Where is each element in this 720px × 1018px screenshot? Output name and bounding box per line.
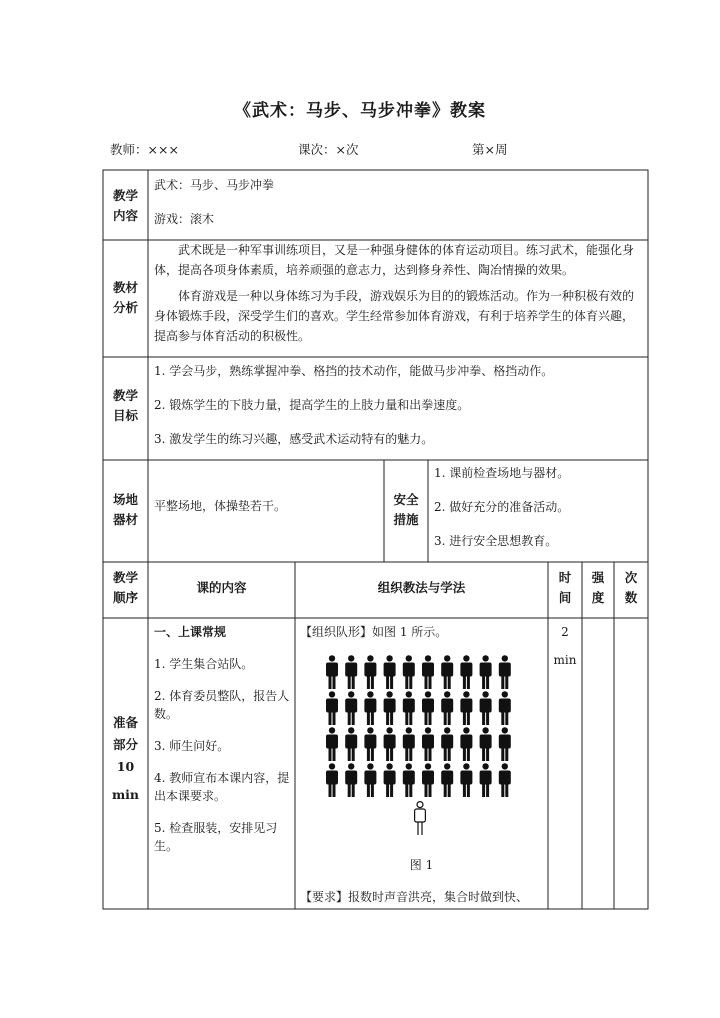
- prep-step: 5. 检查服装，安排见习生。: [154, 821, 278, 853]
- label-line: 次: [624, 570, 638, 585]
- student-icon: [422, 727, 434, 761]
- student-icon: [499, 763, 511, 797]
- venue-row-label: [103, 490, 148, 530]
- student-icon: [480, 691, 492, 725]
- label-line: 教学: [112, 570, 138, 585]
- student-icon: [345, 763, 357, 797]
- prep-section-label: [103, 712, 148, 806]
- week-label: 第×周: [472, 142, 508, 157]
- student-icon: [384, 763, 396, 797]
- content-row-body: [154, 176, 634, 228]
- order-header: [103, 568, 148, 608]
- label-line: 教学: [112, 388, 138, 403]
- student-icon: [480, 727, 492, 761]
- student-icon: [326, 655, 338, 689]
- student-icon: [326, 763, 338, 797]
- content-line-2: 游戏：滚木: [154, 212, 215, 226]
- label-line: 顺序: [112, 590, 138, 605]
- student-icon: [326, 727, 338, 761]
- figure-caption: 图 1: [409, 858, 434, 872]
- label-line: 间: [558, 590, 572, 605]
- analysis-paragraph-1: 武术既是一种军事训练项目，又是一种强身健体的体育运动项目。练习武术，能强化身体，提高各项身体素质，培养顽强的意志力，达到修身养性、陶冶情操的效果。: [154, 243, 635, 277]
- prep-section-title: 一、上课常规: [154, 625, 227, 639]
- label-line: 目标: [112, 408, 138, 423]
- student-icon: [480, 763, 492, 797]
- prep-time: [548, 623, 582, 669]
- student-icon: [364, 691, 376, 725]
- intensity-header: [582, 568, 614, 608]
- analysis-paragraph-2: 体育游戏是一种以身体练习为手段，游戏娱乐为目的的锻炼活动。作为一种积极有效的身体锻炼手段，深受学生们的喜欢。学生经常参加体育游戏，有利于培养学生的体育兴趣，提高参与体育活动的积极性。: [154, 289, 635, 343]
- student-icon: [441, 655, 453, 689]
- prep-step: 3. 师生问好。: [154, 739, 230, 753]
- label-line: 场地: [112, 492, 138, 507]
- student-icon: [480, 655, 492, 689]
- formation-figure: [325, 655, 521, 839]
- venue-text: 平整场地，体操垫若干。: [154, 499, 287, 513]
- goals-row-label: [103, 386, 148, 426]
- label-line: 数: [624, 590, 638, 605]
- student-icon: [499, 727, 511, 761]
- safety-label: [384, 490, 428, 530]
- student-icon: [384, 727, 396, 761]
- student-icon: [460, 691, 472, 725]
- student-icon: [499, 691, 511, 725]
- prep-step: 4. 教师宣布本课内容，提出本课要求。: [154, 771, 290, 803]
- prep-step: 1. 学生集合站队。: [154, 657, 254, 671]
- org-formation-label: 【组织队形】如图 1 所示。: [300, 625, 448, 639]
- student-icon: [422, 691, 434, 725]
- label-line: 教学: [112, 188, 138, 203]
- student-icon: [403, 655, 415, 689]
- student-icon: [384, 691, 396, 725]
- label-line: min: [111, 787, 140, 802]
- label-line: 分析: [112, 300, 138, 315]
- label-line: 强: [591, 570, 605, 585]
- prep-step: 2. 体育委员整队，报告人数。: [154, 689, 290, 721]
- safety-item: 2. 做好充分的准备活动。: [434, 500, 570, 514]
- time-value: 2: [561, 625, 569, 639]
- label-line: 部分: [112, 737, 138, 752]
- prep-content: [154, 623, 290, 855]
- label-line: 10: [116, 759, 135, 774]
- label-line: 措施: [393, 512, 419, 527]
- student-icon: [441, 691, 453, 725]
- student-icon: [460, 655, 472, 689]
- content-line-1: 武术：马步、马步冲拳: [154, 178, 275, 192]
- label-line: 准备: [112, 715, 138, 730]
- label-line: 时: [558, 570, 572, 585]
- goal-item: 1. 学会马步，熟练掌握冲拳、格挡的技术动作，能做马步冲拳、格挡动作。: [154, 364, 554, 378]
- lesson-number-label: 课次：×次: [298, 142, 359, 157]
- student-icon: [364, 763, 376, 797]
- safety-list: [434, 464, 644, 550]
- count-header: [614, 568, 648, 608]
- student-icon: [345, 691, 357, 725]
- student-icon: [384, 655, 396, 689]
- label-line: 器材: [112, 512, 138, 527]
- method-header: 组织教法与学法: [377, 580, 466, 595]
- label-line: 内容: [112, 208, 138, 223]
- safety-item: 1. 课前检查场地与器材。: [434, 466, 570, 480]
- student-icon: [422, 763, 434, 797]
- content-header: 课的内容: [196, 580, 247, 595]
- student-icon: [403, 763, 415, 797]
- student-icon: [403, 691, 415, 725]
- time-header: [548, 568, 582, 608]
- student-icon: [345, 655, 357, 689]
- lesson-plan-title: 《武术：马步、马步冲拳》教案: [234, 101, 486, 121]
- student-icon: [460, 763, 472, 797]
- safety-item: 3. 进行安全思想教育。: [434, 534, 558, 548]
- student-icon: [326, 691, 338, 725]
- label-line: 度: [591, 590, 605, 605]
- goal-item: 3. 激发学生的练习兴趣，感受武术运动特有的魅力。: [154, 432, 434, 446]
- student-icon: [460, 727, 472, 761]
- student-icon: [345, 727, 357, 761]
- analysis-row-body: [154, 240, 642, 346]
- student-icon: [441, 763, 453, 797]
- content-row-label: [103, 186, 148, 226]
- analysis-row-label: [103, 278, 148, 318]
- requirement-text: 【要求】报数时声音洪亮，集合时做到快、: [300, 890, 529, 904]
- student-icon: [403, 727, 415, 761]
- time-unit: min: [553, 653, 577, 667]
- goals-row-body: [154, 362, 642, 448]
- student-icon: [422, 655, 434, 689]
- student-icon: [364, 655, 376, 689]
- student-icon: [499, 655, 511, 689]
- label-line: 安全: [393, 492, 419, 507]
- label-line: 教材: [112, 280, 138, 295]
- teacher-icon: [415, 802, 426, 835]
- student-icon: [364, 727, 376, 761]
- student-icon: [441, 727, 453, 761]
- teacher-label: 教师：×××: [110, 142, 179, 157]
- goal-item: 2. 锻炼学生的下肢力量，提高学生的上肢力量和出拳速度。: [154, 398, 470, 412]
